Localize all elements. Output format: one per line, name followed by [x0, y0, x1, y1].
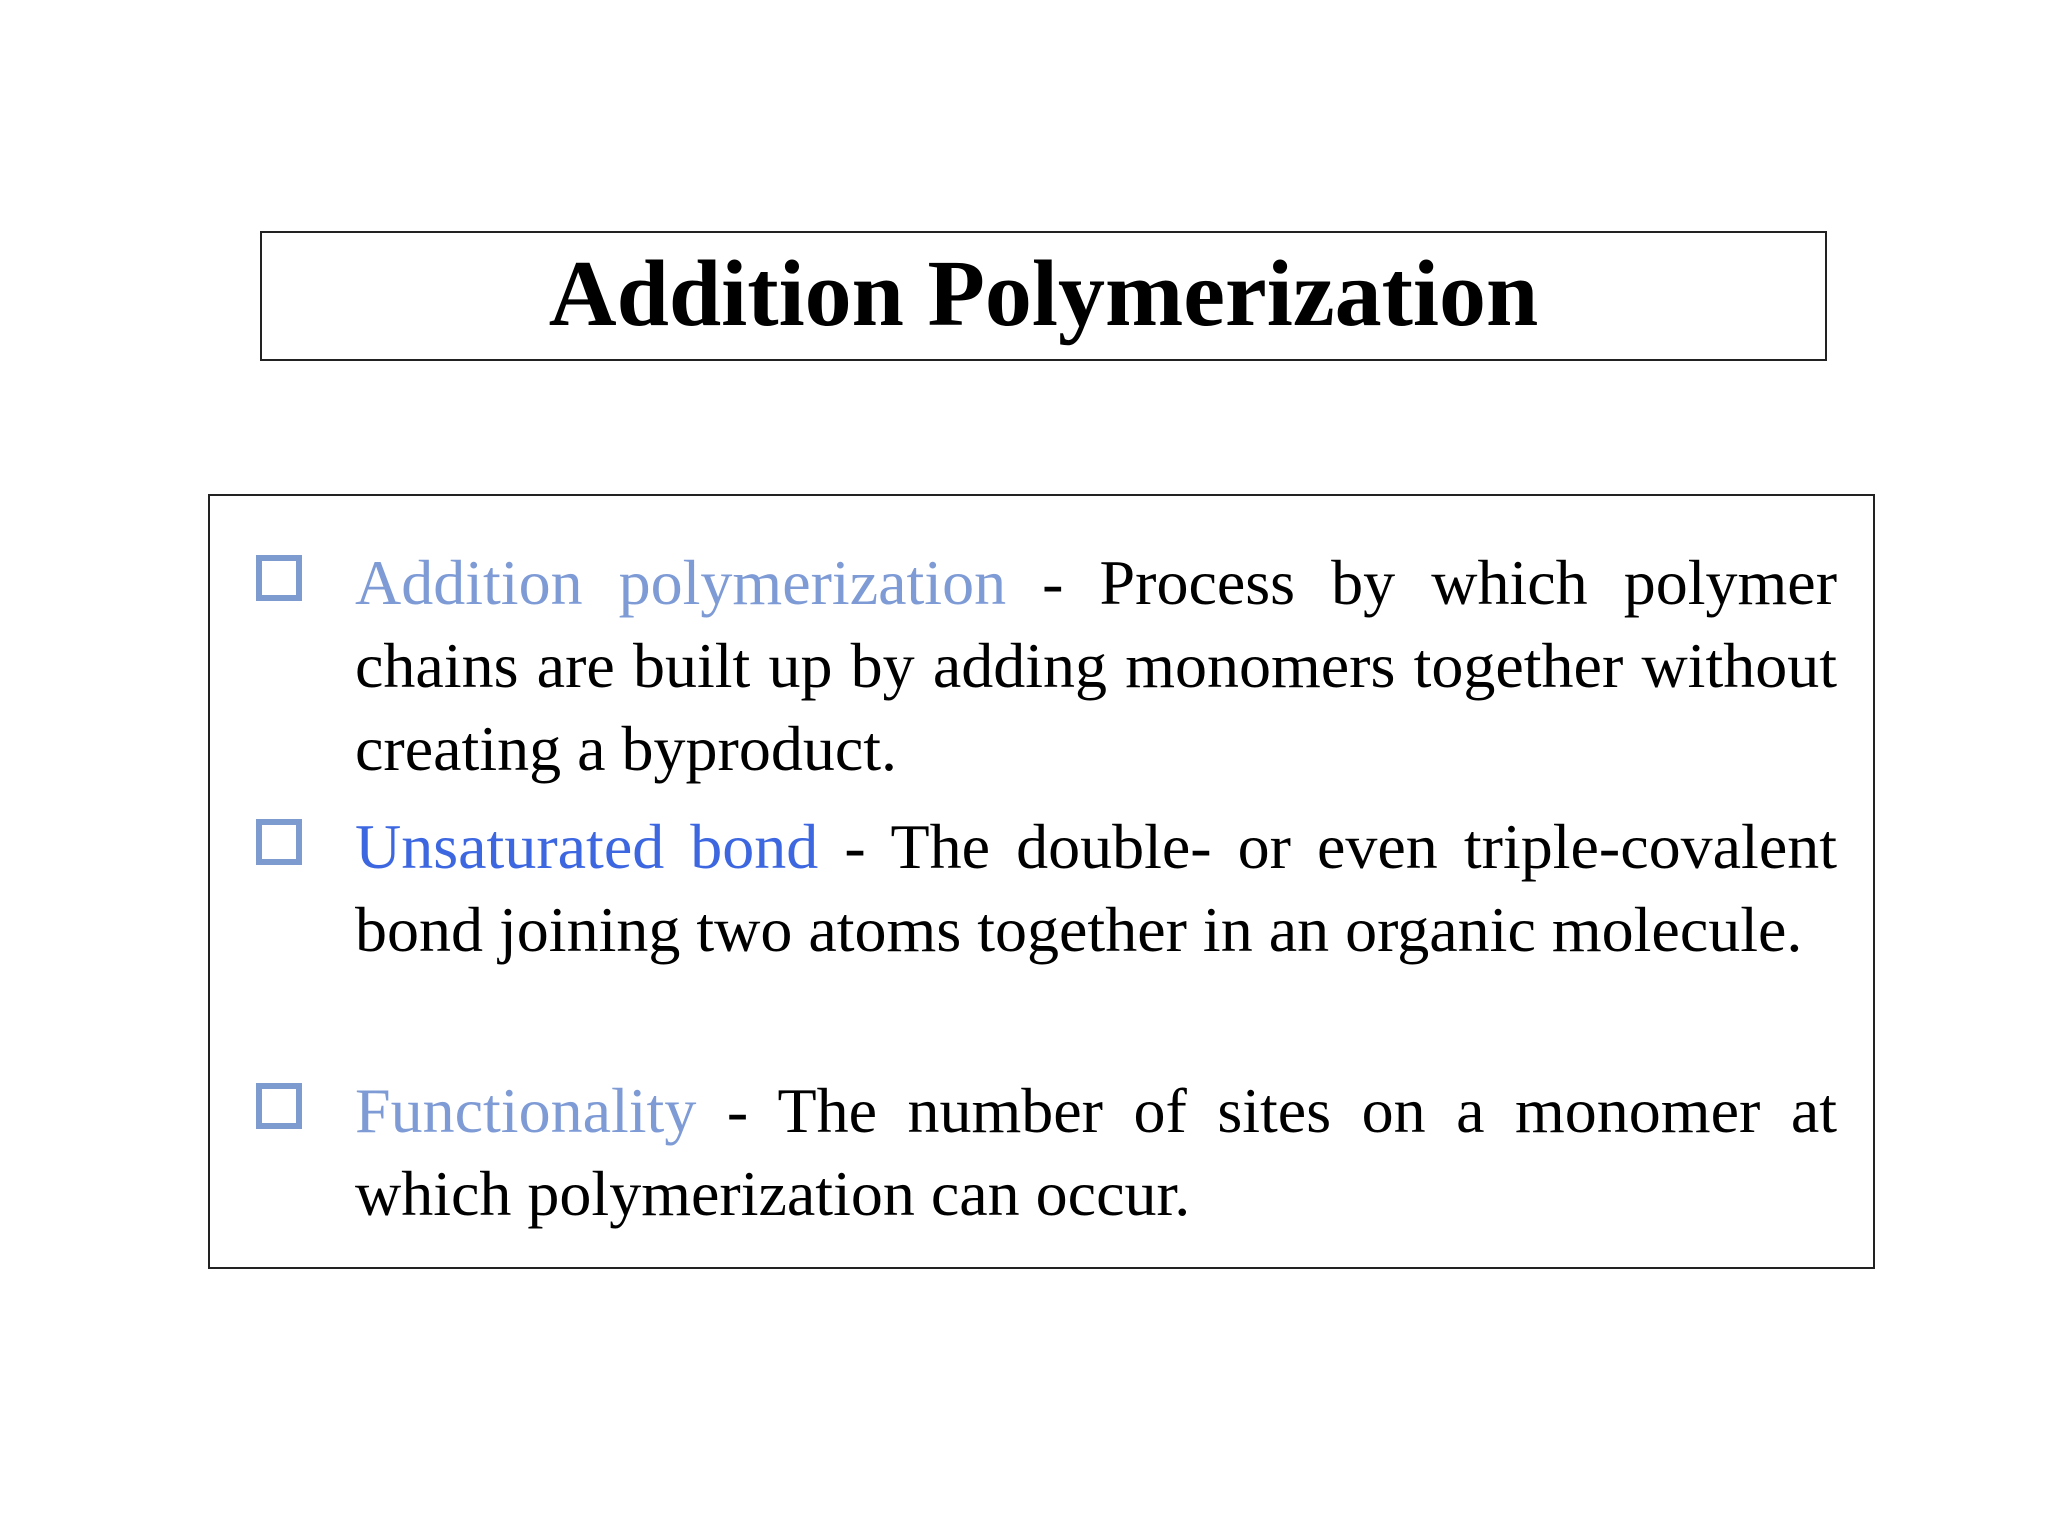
checkbox-icon — [256, 555, 302, 601]
definition-item — [355, 805, 1837, 971]
term-unsaturated-bond: Unsaturated bond — [355, 811, 819, 882]
term-functionality: Functionality — [355, 1075, 697, 1146]
checkbox-icon — [256, 1083, 302, 1129]
definition-item — [355, 1069, 1837, 1235]
definition-text: - The double- or even triple-covalent bond joining two atoms together in an organic molecule. — [355, 811, 1838, 965]
checkbox-icon — [256, 819, 302, 865]
term-addition-polymerization: Addition polymerization — [355, 547, 1007, 618]
title-box — [260, 231, 1827, 361]
slide-title: Addition Polymerization — [548, 242, 1539, 346]
definition-text: - The number of sites on a monomer at which polymerization can occur. — [355, 1075, 1837, 1229]
definition-text: - Process by which polymer chains are built up by adding monomers together without creating a byproduct. — [355, 547, 1837, 784]
definition-item — [355, 541, 1837, 790]
